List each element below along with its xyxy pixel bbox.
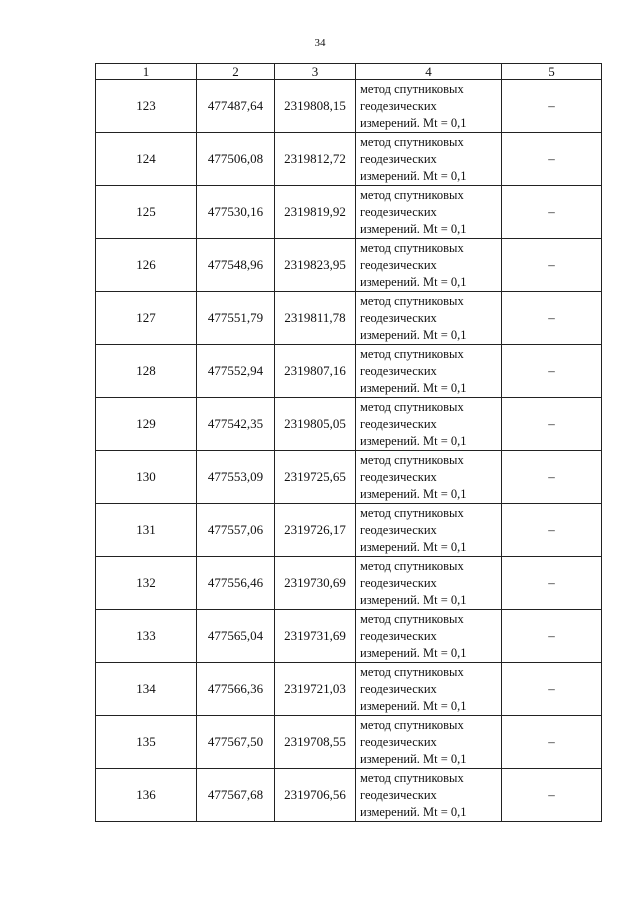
y-coordinate-cell: 2319721,03 — [275, 663, 356, 716]
x-coordinate-cell: 477530,16 — [197, 186, 275, 239]
note-cell: – — [502, 186, 602, 239]
y-coordinate-cell: 2319819,92 — [275, 186, 356, 239]
point-number-cell: 124 — [96, 133, 197, 186]
method-text-line: геодезических — [360, 310, 437, 325]
method-cell — [356, 451, 502, 504]
column-header-3: 3 — [275, 64, 356, 80]
point-number-cell: 131 — [96, 504, 197, 557]
table-row — [96, 186, 602, 239]
method-text-line: метод спутниковых — [360, 505, 464, 520]
table-row — [96, 557, 602, 610]
x-coordinate-cell: 477556,46 — [197, 557, 275, 610]
column-header-4: 4 — [356, 64, 502, 80]
method-text-line: метод спутниковых — [360, 558, 464, 573]
method-cell — [356, 504, 502, 557]
table-row — [96, 292, 602, 345]
method-cell — [356, 398, 502, 451]
point-number-cell: 127 — [96, 292, 197, 345]
y-coordinate-cell: 2319808,15 — [275, 80, 356, 133]
point-number-cell: 123 — [96, 80, 197, 133]
method-cell — [356, 345, 502, 398]
method-cell — [356, 133, 502, 186]
y-coordinate-cell: 2319708,55 — [275, 716, 356, 769]
method-text-line: метод спутниковых — [360, 399, 464, 414]
note-cell: – — [502, 504, 602, 557]
method-text-line: измерений. Mt = 0,1 — [360, 380, 467, 395]
method-text-line: измерений. Mt = 0,1 — [360, 698, 467, 713]
method-text-line: геодезических — [360, 257, 437, 272]
y-coordinate-cell: 2319730,69 — [275, 557, 356, 610]
table-row — [96, 663, 602, 716]
y-coordinate-cell: 2319731,69 — [275, 610, 356, 663]
table-row — [96, 716, 602, 769]
point-number-cell: 126 — [96, 239, 197, 292]
method-text-line: измерений. Mt = 0,1 — [360, 804, 467, 819]
y-coordinate-cell: 2319706,56 — [275, 769, 356, 822]
note-cell: – — [502, 345, 602, 398]
method-cell — [356, 292, 502, 345]
point-number-cell: 136 — [96, 769, 197, 822]
table-row — [96, 239, 602, 292]
method-text-line: измерений. Mt = 0,1 — [360, 115, 467, 130]
method-text-line: метод спутниковых — [360, 611, 464, 626]
method-text-line: метод спутниковых — [360, 187, 464, 202]
method-cell — [356, 80, 502, 133]
method-cell — [356, 663, 502, 716]
method-cell — [356, 769, 502, 822]
method-text-line: метод спутниковых — [360, 452, 464, 467]
y-coordinate-cell: 2319811,78 — [275, 292, 356, 345]
note-cell: – — [502, 80, 602, 133]
note-cell: – — [502, 398, 602, 451]
method-text-line: геодезических — [360, 416, 437, 431]
method-text-line: метод спутниковых — [360, 664, 464, 679]
method-text-line: геодезических — [360, 575, 437, 590]
method-text-line: геодезических — [360, 628, 437, 643]
table-row — [96, 504, 602, 557]
method-text-line: метод спутниковых — [360, 134, 464, 149]
method-text-line: геодезических — [360, 151, 437, 166]
method-text-line: геодезических — [360, 787, 437, 802]
y-coordinate-cell: 2319725,65 — [275, 451, 356, 504]
point-number-cell: 134 — [96, 663, 197, 716]
x-coordinate-cell: 477567,68 — [197, 769, 275, 822]
point-number-cell: 135 — [96, 716, 197, 769]
x-coordinate-cell: 477542,35 — [197, 398, 275, 451]
note-cell: – — [502, 239, 602, 292]
table-row — [96, 133, 602, 186]
column-header-1: 1 — [96, 64, 197, 80]
note-cell: – — [502, 663, 602, 716]
method-text-line: геодезических — [360, 469, 437, 484]
table-row — [96, 451, 602, 504]
method-cell — [356, 557, 502, 610]
method-text-line: геодезических — [360, 681, 437, 696]
x-coordinate-cell: 477551,79 — [197, 292, 275, 345]
method-text-line: метод спутниковых — [360, 346, 464, 361]
method-text-line: метод спутниковых — [360, 240, 464, 255]
point-number-cell: 129 — [96, 398, 197, 451]
y-coordinate-cell: 2319823,95 — [275, 239, 356, 292]
table-row — [96, 769, 602, 822]
method-text-line: измерений. Mt = 0,1 — [360, 645, 467, 660]
point-number-cell: 133 — [96, 610, 197, 663]
method-text-line: измерений. Mt = 0,1 — [360, 274, 467, 289]
note-cell: – — [502, 769, 602, 822]
method-text-line: геодезических — [360, 98, 437, 113]
point-number-cell: 130 — [96, 451, 197, 504]
method-text-line: геодезических — [360, 734, 437, 749]
method-text-line: метод спутниковых — [360, 81, 464, 96]
method-text-line: измерений. Mt = 0,1 — [360, 486, 467, 501]
coordinates-table — [95, 63, 602, 822]
note-cell: – — [502, 133, 602, 186]
point-number-cell: 128 — [96, 345, 197, 398]
x-coordinate-cell: 477565,04 — [197, 610, 275, 663]
page-number: 34 — [314, 37, 326, 49]
note-cell: – — [502, 716, 602, 769]
method-text-line: измерений. Mt = 0,1 — [360, 221, 467, 236]
y-coordinate-cell: 2319805,05 — [275, 398, 356, 451]
method-text-line: метод спутниковых — [360, 770, 464, 785]
method-cell — [356, 716, 502, 769]
method-text-line: геодезических — [360, 522, 437, 537]
method-cell — [356, 610, 502, 663]
x-coordinate-cell: 477553,09 — [197, 451, 275, 504]
method-cell — [356, 239, 502, 292]
point-number-cell: 125 — [96, 186, 197, 239]
method-cell — [356, 186, 502, 239]
x-coordinate-cell: 477566,36 — [197, 663, 275, 716]
note-cell: – — [502, 557, 602, 610]
table-row — [96, 345, 602, 398]
point-number-cell: 132 — [96, 557, 197, 610]
y-coordinate-cell: 2319807,16 — [275, 345, 356, 398]
method-text-line: измерений. Mt = 0,1 — [360, 751, 467, 766]
method-text-line: измерений. Mt = 0,1 — [360, 433, 467, 448]
x-coordinate-cell: 477552,94 — [197, 345, 275, 398]
table-row — [96, 398, 602, 451]
table-row — [96, 80, 602, 133]
x-coordinate-cell: 477557,06 — [197, 504, 275, 557]
method-text-line: измерений. Mt = 0,1 — [360, 168, 467, 183]
method-text-line: метод спутниковых — [360, 293, 464, 308]
x-coordinate-cell: 477506,08 — [197, 133, 275, 186]
note-cell: – — [502, 292, 602, 345]
method-text-line: геодезических — [360, 204, 437, 219]
method-text-line: измерений. Mt = 0,1 — [360, 592, 467, 607]
note-cell: – — [502, 451, 602, 504]
note-cell: – — [502, 610, 602, 663]
table-header-row — [96, 64, 602, 80]
x-coordinate-cell: 477548,96 — [197, 239, 275, 292]
method-text-line: измерений. Mt = 0,1 — [360, 539, 467, 554]
column-header-2: 2 — [197, 64, 275, 80]
y-coordinate-cell: 2319726,17 — [275, 504, 356, 557]
column-header-5: 5 — [502, 64, 602, 80]
x-coordinate-cell: 477487,64 — [197, 80, 275, 133]
table-row — [96, 610, 602, 663]
x-coordinate-cell: 477567,50 — [197, 716, 275, 769]
y-coordinate-cell: 2319812,72 — [275, 133, 356, 186]
method-text-line: метод спутниковых — [360, 717, 464, 732]
method-text-line: измерений. Mt = 0,1 — [360, 327, 467, 342]
method-text-line: геодезических — [360, 363, 437, 378]
